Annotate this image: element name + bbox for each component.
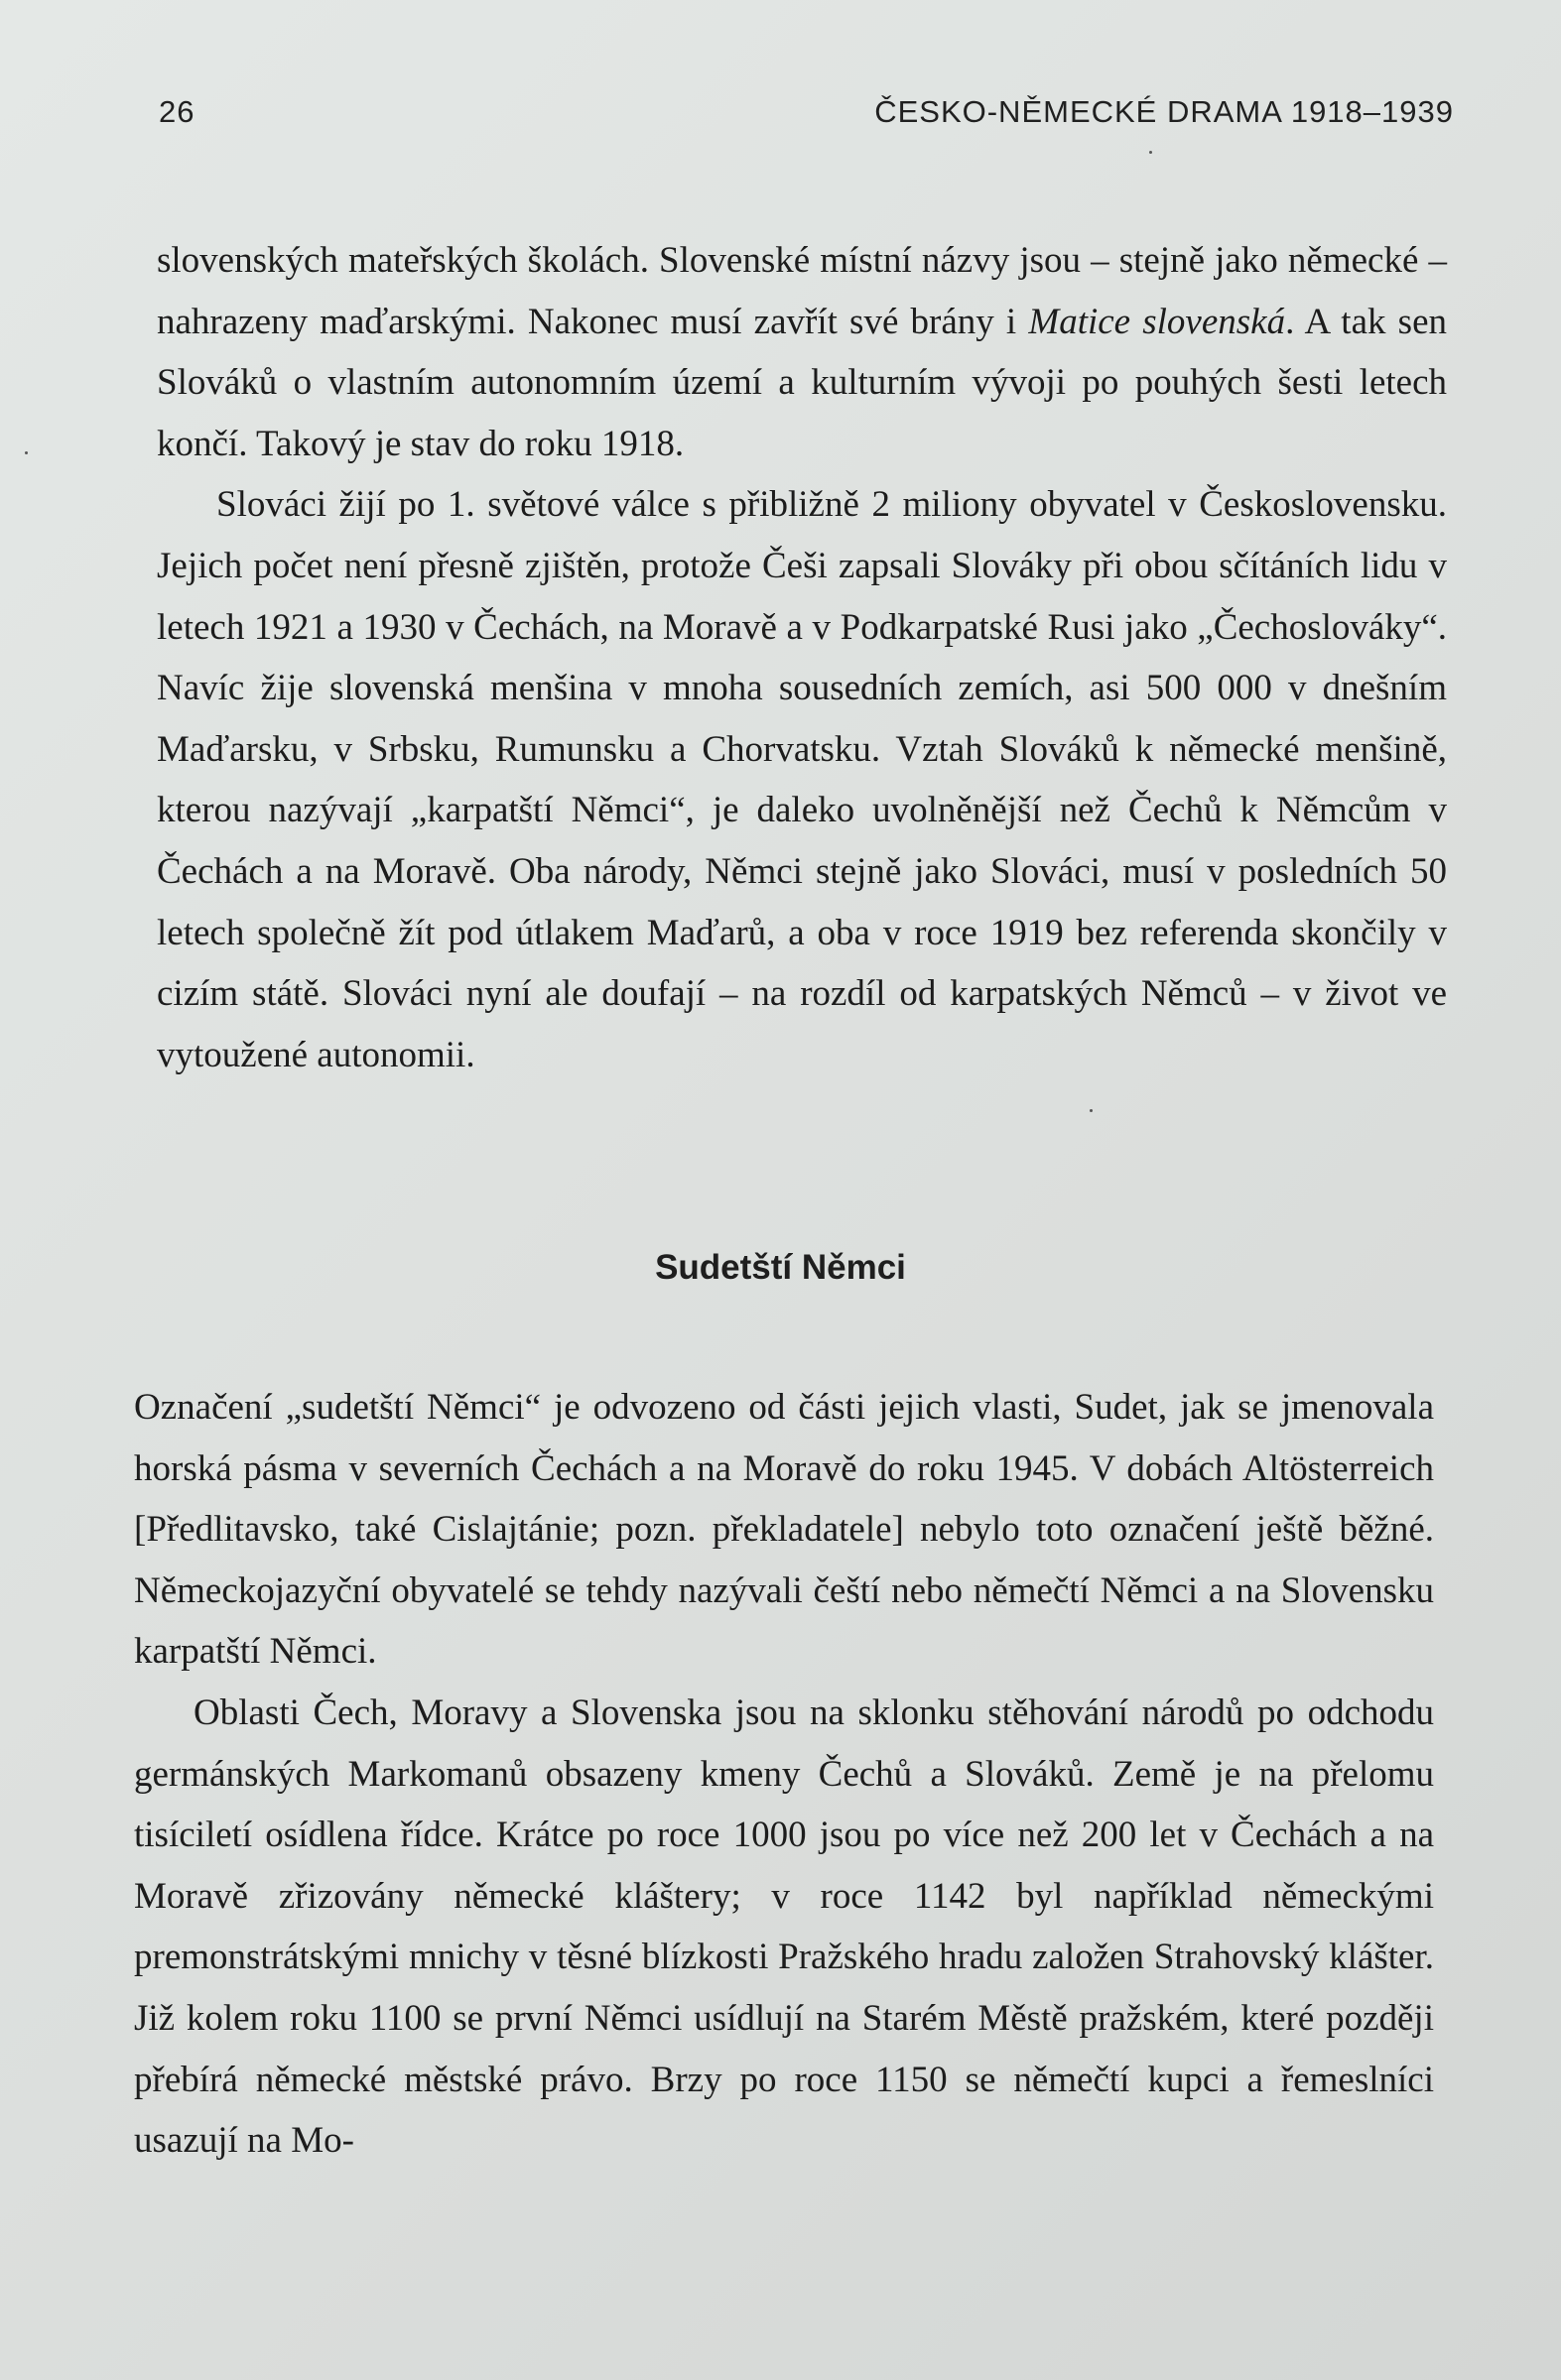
italic-title: Matice slovenská: [1028, 301, 1286, 342]
dust-speck: [1090, 1109, 1093, 1112]
body-text-bottom: [134, 1377, 1434, 2172]
paragraph-text: slovenských mateřských školách. Slovenské místní názvy jsou – stejně jako německé – nahrazeny maďarskými. Nakonec musí zavřít své brány i: [157, 240, 1447, 342]
page-number: 26: [159, 94, 195, 129]
paragraph: Označení „sudetští Němci“ je odvozeno od části jejich vlasti, Sudet, jak se jmenovala horská pásma v severních Čechách a na Moravě do roku 1945. V dobách Altösterreich [Předlitavsko, také Cislajtánie; pozn. překladatele] nebylo toto označení ještě běžné. Německojazyční obyvatelé se tehdy nazývali čeští nebo němečtí Němci a na Slovensku karpatští Němci.: [134, 1387, 1434, 1673]
paragraph: Oblasti Čech, Moravy a Slovenska jsou na sklonku stěhování národů po odchodu germánských Markomanů obsazeny kmeny Čechů a Slováků. Země je na přelomu tisíciletí osídlena řídce. Krátce po roce 1000 jsou po více než 200 let v Čechách a na Moravě zřizovány německé kláštery; v roce 1142 byl například německými premonstrátskými mnichy v těsné blízkosti Pražského hradu založen Strahovský klášter. Již kolem roku 1100 se první Němci usídlují na Starém Městě pražském, které později přebírá německé městské právo. Brzy po roce 1150 se němečtí kupci a řemeslníci usazují na Mo-: [134, 1691, 1434, 2162]
dust-speck: [25, 451, 28, 454]
paragraph: [157, 230, 1447, 474]
dust-speck: [1149, 151, 1152, 154]
body-text-top: [157, 230, 1447, 1085]
section-heading: Sudetští Němci: [655, 1248, 906, 1287]
running-title: ČESKO-NĚMECKÉ DRAMA 1918–1939: [874, 94, 1454, 129]
paragraph: Slováci žijí po 1. světové válce s přibližně 2 miliony obyvatel v Československu. Jejich počet není přesně zjištěn, protože Češi zapsali Slováky při obou sčítáních lidu v letech 1921 a 1930 v Čechách, na Moravě a v Podkarpatské Rusi jako „Čechoslováky“. Navíc žije slovenská menšina v mnoha sousedních zemích, asi 500 000 v dnešním Maďarsku, v Srbsku, Rumunsku a Chorvatsku. Vztah Slováků k německé menšině, kterou nazývají „karpatští Němci“, je daleko uvolněnější než Čechů k Němcům v Čechách a na Moravě. Oba národy, Němci stejně jako Slováci, musí v posledních 50 letech společně žít pod útlakem Maďarů, a oba v roce 1919 bez referenda skončily v cizím státě. Slováci nyní ale doufají – na rozdíl od karpatských Němců – v život ve vytoužené autonomii.: [157, 484, 1447, 1075]
paragraph-text: . A tak sen Slováků o vlastním autonomním území a kulturním vývoji po pouhých šesti letech končí. Takový je stav do roku 1918.: [157, 301, 1447, 464]
page-header: [159, 94, 1454, 144]
